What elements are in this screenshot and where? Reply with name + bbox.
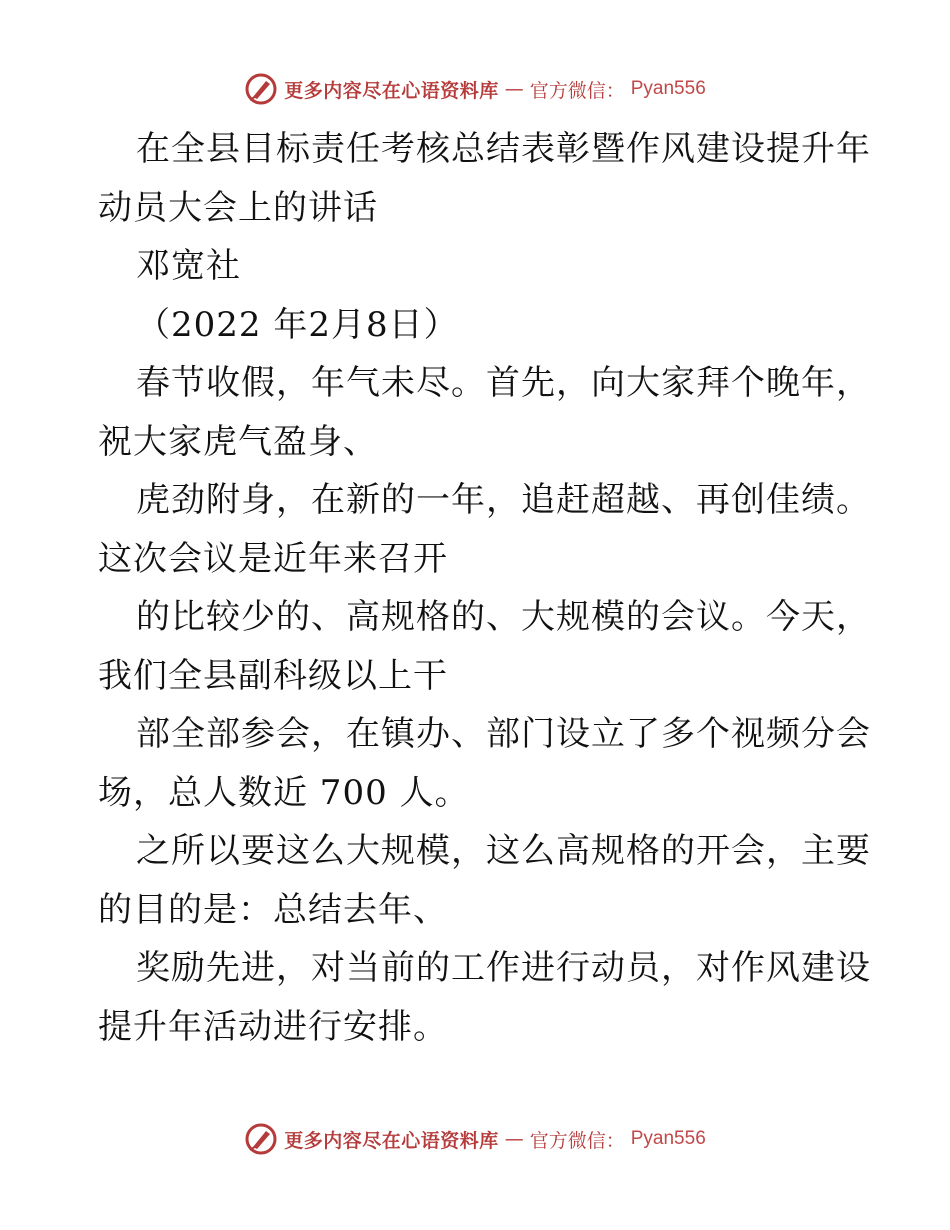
footer-banner <box>0 1122 950 1156</box>
quill-seal-icon <box>244 1122 278 1156</box>
paragraph-line: 我们全县副科级以上干 <box>98 655 448 696</box>
document-title-line-1: 在全县目标责任考核总结表彰暨作风建设提升年 <box>136 129 871 169</box>
document-author: 邓宽社 <box>136 246 241 286</box>
paragraph-line: 场，总人数近 700 人。 <box>98 772 470 813</box>
paragraph-line: 祝大家虎气盈身、 <box>98 421 378 462</box>
document-date: （2022 年2月8日） <box>136 304 459 345</box>
banner-wechat-id: Pyan556 <box>630 78 706 99</box>
document-title-line-2: 动员大会上的讲话 <box>98 187 378 228</box>
banner-wechat-label: 官方微信： <box>529 79 625 102</box>
banner-wechat-id: Pyan556 <box>630 1128 706 1149</box>
paragraph-line: 部全部参会，在镇办、部门设立了多个视频分会 <box>136 714 871 754</box>
paragraph-line: 的目的是：总结去年、 <box>98 889 448 930</box>
header-banner <box>0 72 950 106</box>
banner-separator: — <box>504 78 524 100</box>
banner-separator: — <box>504 1128 524 1150</box>
quill-seal-icon <box>244 72 278 106</box>
paragraph-line: 提升年活动进行安排。 <box>98 1006 448 1047</box>
paragraph-line: 之所以要这么大规模，这么高规格的开会，主要 <box>136 831 871 871</box>
document-body <box>98 120 871 1056</box>
paragraph-line: 奖励先进，对当前的工作进行动员，对作风建设 <box>136 948 871 988</box>
banner-slogan: 更多内容尽在心语资料库 <box>284 1129 499 1152</box>
paragraph-line: 春节收假，年气未尽。首先，向大家拜个晚年， <box>136 363 871 403</box>
banner-slogan: 更多内容尽在心语资料库 <box>284 79 499 102</box>
paragraph-line: 这次会议是近年来召开 <box>98 538 448 579</box>
banner-wechat-label: 官方微信： <box>529 1129 625 1152</box>
paragraph-line: 的比较少的、高规格的、大规模的会议。今天， <box>136 597 871 637</box>
paragraph-line: 虎劲附身，在新的一年，追赶超越、再创佳绩。 <box>136 480 871 520</box>
